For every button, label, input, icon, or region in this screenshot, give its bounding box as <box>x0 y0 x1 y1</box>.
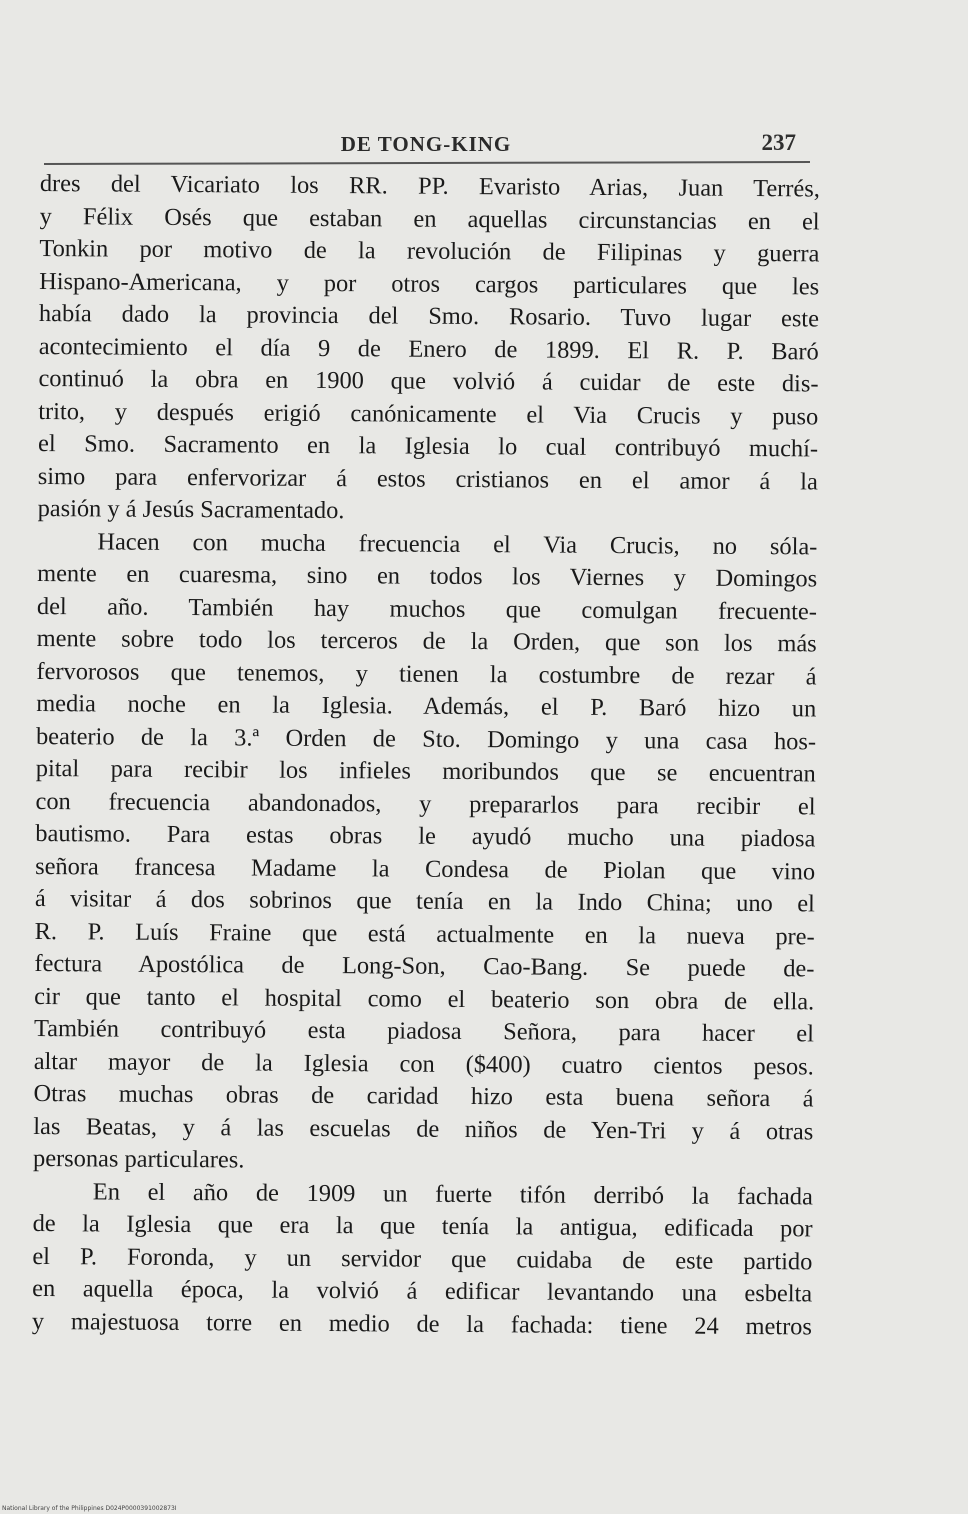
text-line: fectura Apostólica de Long-Son, Cao-Bang. Se puede de- <box>34 949 815 983</box>
text-line: fervorosos que tenemos, y tienen la costumbre de rezar á <box>36 657 817 690</box>
body-text <box>32 168 820 1343</box>
text-line: acontecimiento el día 9 de Enero de 1899. El R. P. Baró <box>38 332 819 365</box>
text-line: trito, y después erigió canónicamente el Via Crucis y puso <box>38 397 819 430</box>
text-line: mente en cuaresma, sino en todos los Viernes y Domingos <box>37 559 818 593</box>
text-line: Tonkin por motivo de la revolución de Filipinas y guerra <box>39 234 820 268</box>
text-line: había dado la provincia del Smo. Rosario. Tuvo lugar este <box>38 299 820 333</box>
text-line: beaterio de la 3.ª Orden de Sto. Domingo y una casa hos- <box>35 722 817 755</box>
text-line: del año. También hay muchos que comulgan frecuente- <box>36 592 818 625</box>
text-line: Hacen con mucha frecuencia el Via Crucis, no sóla- <box>97 527 818 560</box>
text-line: continuó la obra en 1900 que volvió á cuidar de este dis- <box>38 364 819 398</box>
text-line: y majestuosa torre en medio de la fachada: tiene 24 metros <box>31 1307 813 1340</box>
text-line: personas particulares. <box>32 1144 245 1174</box>
text-line: mente sobre todo los terceros de la Orden, que son los más <box>36 624 817 658</box>
text-line: dres del Vicariato los RR. PP. Evaristo Arias, Juan Terrés, <box>39 169 820 203</box>
text-line: con frecuencia abandonados, y prepararlos para recibir el <box>35 787 816 820</box>
text-line: Hispano-Americana, y por otros cargos particulares que les <box>39 267 820 300</box>
text-line: y Félix Osés que estaban en aquellas circunstancias en el <box>39 202 820 235</box>
text-line: bautismo. Para estas obras le ayudó mucho una piadosa <box>35 819 816 853</box>
text-line: á visitar á dos sobrinos que tenía en la Indo China; uno el <box>34 884 815 918</box>
text-line: R. P. Luís Fraine que está actualmente en la nueva pre- <box>34 917 815 950</box>
text-line: las Beatas, y á las escuelas de niños de Yen-Tri y á otras <box>33 1112 814 1145</box>
text-line: Otras muchas obras de caridad hizo esta buena señora á <box>33 1079 814 1113</box>
text-line: señora francesa Madame la Condesa de Piolan que vino <box>35 852 816 885</box>
text-line: el Smo. Sacramento en la Iglesia lo cual contribuyó muchí- <box>37 429 819 463</box>
library-credit: National Library of the Philippines D024P0000391002873I <box>2 1505 177 1512</box>
text-line: en aquella época, la volvió á edificar levantando una esbelta <box>32 1274 813 1308</box>
text-line: simo para enfervorizar á estos cristianos en el amor á la <box>37 462 818 495</box>
text-line: También contribuyó esta piadosa Señora, para hacer el <box>33 1014 815 1048</box>
text-line: de la Iglesia que era la que tenía la antigua, edificada por <box>32 1209 813 1243</box>
page-number: 237 <box>761 130 796 155</box>
running-title: DE TONG-KING <box>340 132 512 156</box>
text-line: pasión y á Jesús Sacramentado. <box>37 494 345 525</box>
text-line: media noche en la Iglesia. Además, el P. Baró hizo un <box>36 689 817 723</box>
running-head <box>44 132 808 162</box>
text-line: pital para recibir los infieles moribundos que se encuentran <box>35 754 816 788</box>
text-line: altar mayor de la Iglesia con ($400) cuatro cientos pesos. <box>33 1047 814 1080</box>
text-line: el P. Foronda, y un servidor que cuidaba de este partido <box>32 1242 813 1275</box>
text-line: En el año de 1909 un fuerte tifón derribó la fachada <box>92 1177 813 1210</box>
text-line: cir que tanto el hospital como el beaterio son obra de ella. <box>34 982 815 1015</box>
